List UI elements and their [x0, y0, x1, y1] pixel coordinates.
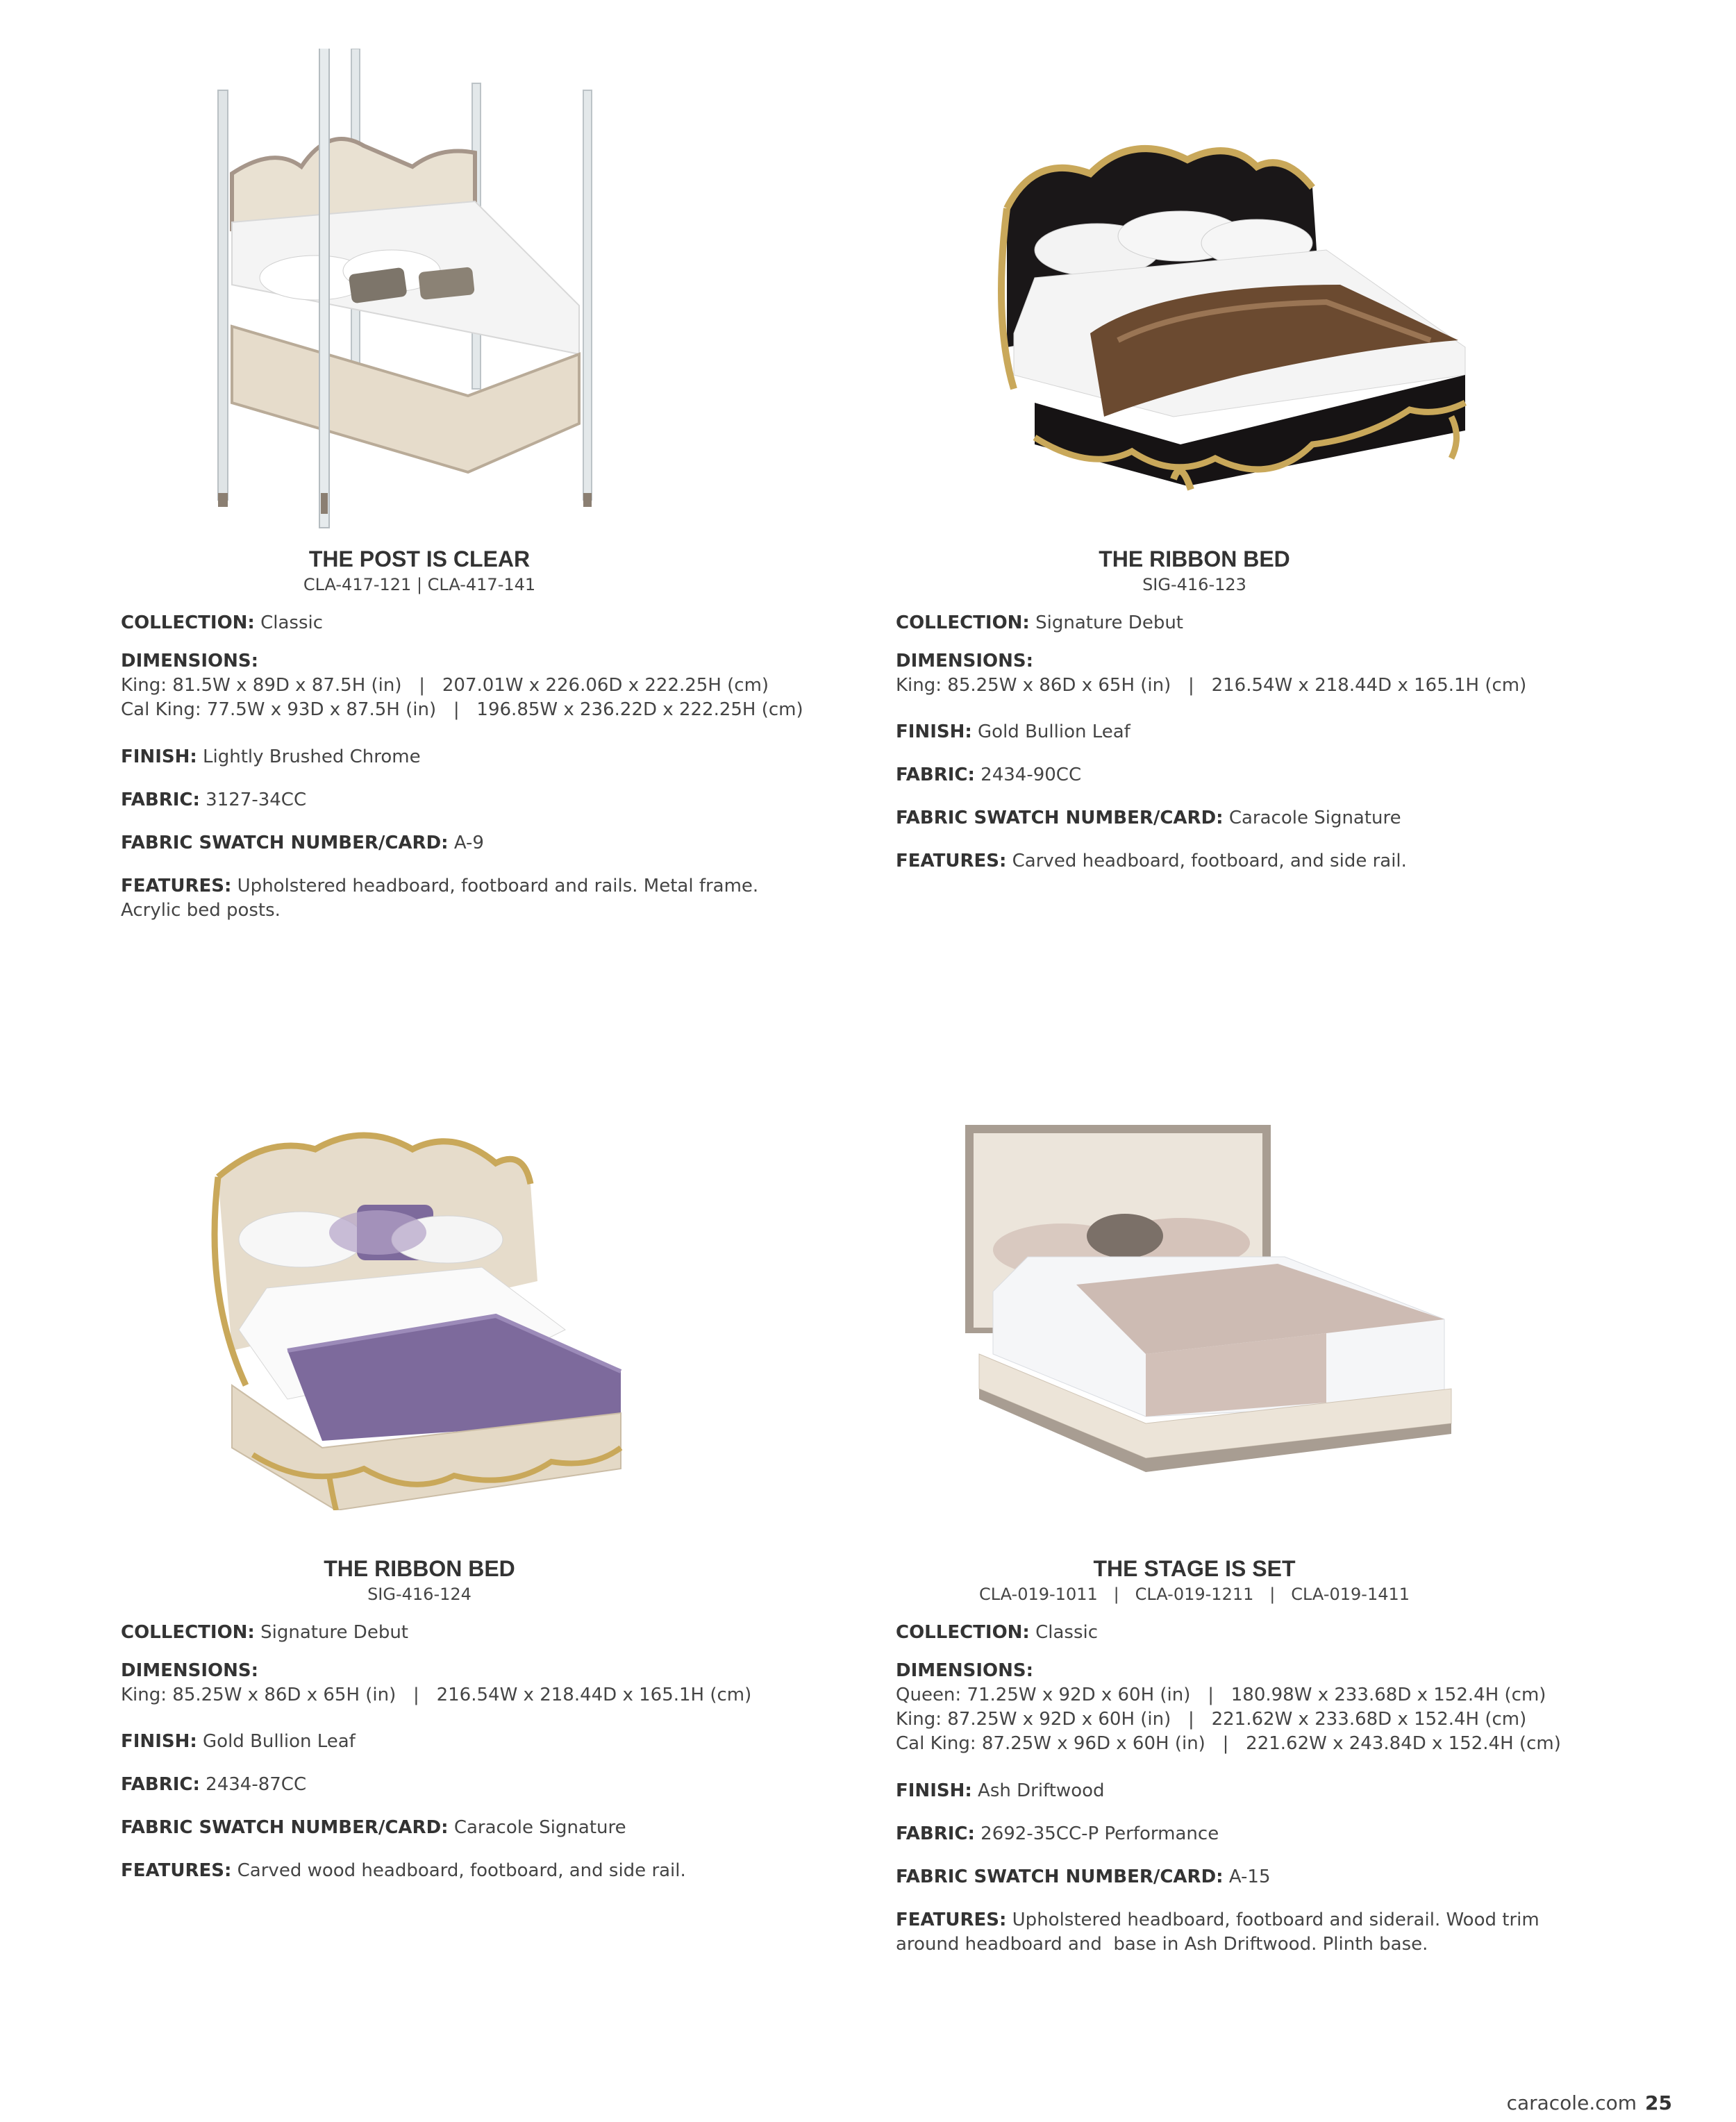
fabric-spec	[121, 788, 815, 812]
page-number: 25	[1645, 2091, 1672, 2114]
features-value-continued: Acrylic bed posts.	[121, 900, 281, 921]
features-value-continued: around headboard and base in Ash Driftwood. Plinth base.	[896, 1934, 1428, 1955]
fabric-value: 2692-35CC-P Performance	[980, 1823, 1219, 1844]
dimension-line: King: 85.25W x 86D x 65H (in) | 216.54W x 218.44D x 165.1H (cm)	[121, 1685, 752, 1705]
swatch-label: FABRIC SWATCH NUMBER/CARD:	[896, 1866, 1224, 1887]
dimension-line: King: 87.25W x 92D x 60H (in) | 221.62W x 233.68D x 152.4H (cm)	[896, 1709, 1527, 1730]
features-value: Carved headboard, footboard, and side rail.	[1012, 851, 1407, 871]
dimensions-spec	[121, 649, 815, 722]
collection-spec	[121, 611, 815, 635]
product-title: THE POST IS CLEAR	[308, 546, 531, 571]
features-value: Upholstered headboard, footboard and rails. Metal frame.	[237, 876, 759, 896]
dimension-line: King: 81.5W x 89D x 87.5H (in) | 207.01W x 226.06D x 222.25H (cm)	[121, 675, 769, 696]
fabric-label: FABRIC:	[121, 790, 200, 810]
fabric-spec	[896, 763, 1590, 787]
swatch-value: A-9	[453, 833, 484, 853]
collection-label: COLLECTION:	[121, 612, 255, 633]
swatch-label: FABRIC SWATCH NUMBER/CARD:	[896, 808, 1224, 828]
dimensions-spec	[896, 1659, 1590, 1756]
product-skus: CLA-019-1011 | CLA-019-1211 | CLA-019-1411	[978, 1585, 1410, 1604]
finish-label: FINISH:	[896, 1780, 972, 1801]
features-spec	[121, 1859, 815, 1883]
collection-spec	[896, 1621, 1590, 1645]
product-ribbon-bed-123	[896, 42, 1590, 944]
finish-spec	[121, 745, 815, 769]
bed-image-ribbon-bed-lavender	[204, 1121, 732, 1510]
fabric-label: FABRIC:	[896, 765, 975, 785]
collection-spec	[896, 611, 1590, 635]
product-skus: CLA-417-121 | CLA-417-141	[303, 575, 536, 594]
product-title: THE RIBBON BED	[1099, 546, 1290, 571]
bed-image-ribbon-bed-black	[951, 111, 1479, 500]
features-spec	[121, 874, 815, 923]
swatch-value: A-15	[1228, 1866, 1271, 1887]
bed-image-post-is-clear	[190, 49, 676, 535]
finish-spec	[896, 720, 1590, 744]
features-value: Carved wood headboard, footboard, and side rail.	[237, 1860, 686, 1881]
features-spec	[896, 1908, 1590, 1957]
dimensions-spec	[896, 649, 1590, 698]
finish-spec	[896, 1779, 1590, 1803]
features-spec	[896, 849, 1590, 874]
features-value: Upholstered headboard, footboard and siderail. Wood trim	[1012, 1910, 1539, 1930]
finish-value: Gold Bullion Leaf	[203, 1731, 356, 1752]
features-label: FEATURES:	[896, 851, 1007, 871]
features-label: FEATURES:	[121, 1860, 232, 1881]
finish-value: Lightly Brushed Chrome	[203, 746, 421, 767]
dimensions-label: DIMENSIONS:	[121, 651, 259, 671]
footer-site-link[interactable]: caracole.com	[1506, 2091, 1637, 2114]
dimension-line: Queen: 71.25W x 92D x 60H (in) | 180.98W x 233.68D x 152.4H (cm)	[896, 1685, 1546, 1705]
collection-spec	[121, 1621, 815, 1645]
product-ribbon-bed-124	[121, 1104, 815, 1937]
swatch-spec	[896, 806, 1590, 830]
dimensions-spec	[121, 1659, 815, 1707]
fabric-label: FABRIC:	[121, 1774, 200, 1795]
product-skus: SIG-416-124	[367, 1585, 471, 1604]
collection-value: Signature Debut	[1035, 612, 1183, 633]
fabric-spec	[896, 1822, 1590, 1846]
swatch-spec	[121, 831, 815, 855]
collection-value: Classic	[260, 612, 324, 633]
collection-label: COLLECTION:	[896, 612, 1030, 633]
swatch-label: FABRIC SWATCH NUMBER/CARD:	[121, 1817, 449, 1838]
fabric-spec	[121, 1773, 815, 1797]
finish-spec	[121, 1730, 815, 1754]
dimensions-label: DIMENSIONS:	[896, 651, 1034, 671]
features-label: FEATURES:	[121, 876, 232, 896]
collection-value: Signature Debut	[260, 1622, 408, 1643]
page-footer	[1507, 2091, 1672, 2114]
finish-label: FINISH:	[121, 746, 197, 767]
dimension-line: Cal King: 77.5W x 93D x 87.5H (in) | 196.85W x 236.22D x 222.25H (cm)	[121, 699, 803, 720]
swatch-label: FABRIC SWATCH NUMBER/CARD:	[121, 833, 449, 853]
collection-value: Classic	[1035, 1622, 1099, 1643]
product-post-is-clear	[121, 42, 815, 944]
fabric-label: FABRIC:	[896, 1823, 975, 1844]
product-title: THE RIBBON BED	[324, 1556, 515, 1581]
fabric-value: 2434-87CC	[206, 1774, 307, 1795]
finish-label: FINISH:	[896, 721, 972, 742]
fabric-value: 2434-90CC	[980, 765, 1082, 785]
product-title: THE STAGE IS SET	[1093, 1556, 1296, 1581]
finish-label: FINISH:	[121, 1731, 197, 1752]
features-label: FEATURES:	[896, 1910, 1007, 1930]
collection-label: COLLECTION:	[121, 1622, 255, 1643]
finish-value: Ash Driftwood	[978, 1780, 1105, 1801]
swatch-value: Caracole Signature	[1228, 808, 1401, 828]
fabric-value: 3127-34CC	[206, 790, 307, 810]
dimensions-label: DIMENSIONS:	[896, 1660, 1034, 1681]
bed-image-stage-is-set	[965, 1125, 1479, 1486]
dimensions-label: DIMENSIONS:	[121, 1660, 259, 1681]
dimension-line: King: 85.25W x 86D x 65H (in) | 216.54W x 218.44D x 165.1H (cm)	[896, 675, 1527, 696]
product-stage-is-set	[896, 1104, 1590, 2007]
swatch-spec	[896, 1865, 1590, 1889]
swatch-spec	[121, 1816, 815, 1840]
finish-value: Gold Bullion Leaf	[978, 721, 1130, 742]
product-skus: SIG-416-123	[1142, 575, 1246, 594]
dimension-line: Cal King: 87.25W x 96D x 60H (in) | 221.62W x 243.84D x 152.4H (cm)	[896, 1733, 1561, 1754]
swatch-value: Caracole Signature	[453, 1817, 626, 1838]
collection-label: COLLECTION:	[896, 1622, 1030, 1643]
